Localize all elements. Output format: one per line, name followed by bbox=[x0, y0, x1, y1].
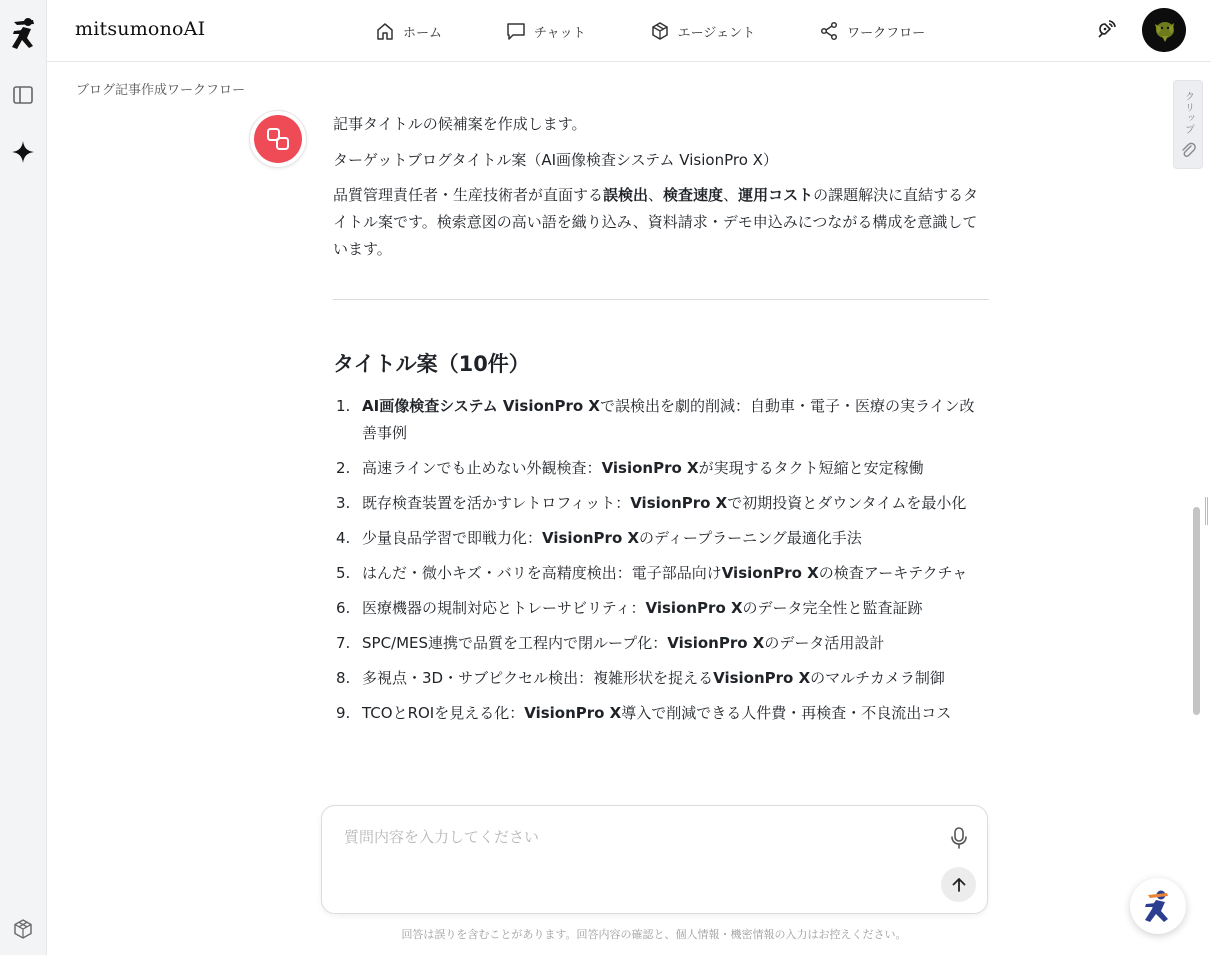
home-icon bbox=[375, 21, 395, 41]
title-text-pre: はんだ・微小キズ・バリを高精度検出：電子部品向け bbox=[362, 564, 722, 582]
title-number: 1. bbox=[336, 397, 351, 415]
title-number: 4. bbox=[336, 529, 351, 547]
title-number: 9. bbox=[336, 704, 351, 722]
title-text-pre: 多視点・3D・サブピクセル検出：複雑形状を捉える bbox=[362, 669, 714, 687]
broadcast-satellite-icon[interactable] bbox=[1093, 17, 1119, 43]
title-text-post: のデータ活用設計 bbox=[764, 634, 885, 652]
brand-name[interactable]: mitsumonoAI bbox=[75, 18, 206, 40]
message-intro: 記事タイトルの候補案を作成します。 bbox=[333, 115, 587, 133]
ninja-logo-icon[interactable] bbox=[7, 16, 39, 52]
send-button[interactable] bbox=[941, 867, 976, 902]
title-text-post: 導入で削減できる人件費・再検査・不良流出コス bbox=[621, 704, 952, 722]
title-text-bold: VisionPro X bbox=[721, 564, 819, 582]
clip-tab-label: クリップ bbox=[1182, 91, 1194, 135]
title-number: 8. bbox=[336, 669, 351, 687]
sparkle-icon[interactable] bbox=[10, 139, 36, 165]
nav-workflow[interactable] bbox=[819, 16, 925, 46]
cube-icon bbox=[650, 21, 670, 41]
title-item bbox=[333, 393, 989, 447]
title-number: 6. bbox=[336, 599, 351, 617]
nav-agent-label: エージェント bbox=[677, 25, 756, 41]
title-item bbox=[333, 560, 989, 587]
assistant-message bbox=[333, 110, 989, 796]
title-text-post: で誤検出を劇的削減：自動車・電子・医療の実ライン改善事例 bbox=[362, 397, 975, 442]
title-text-post: のデータ完全性と監査証跡 bbox=[742, 599, 923, 617]
title-text-post: が実現するタクト短縮と安定稼働 bbox=[698, 459, 924, 477]
title-item bbox=[333, 630, 989, 657]
question-input[interactable] bbox=[344, 826, 924, 886]
scrollbar-thumb[interactable] bbox=[1193, 507, 1200, 715]
microphone-icon[interactable] bbox=[948, 826, 970, 850]
title-text-pre: TCOとROIを見える化： bbox=[362, 704, 525, 722]
title-item bbox=[333, 595, 989, 622]
title-text-bold: VisionPro X bbox=[601, 459, 699, 477]
share-nodes-icon bbox=[819, 21, 839, 41]
nav-home[interactable] bbox=[375, 16, 442, 46]
nav-chat-label: チャット bbox=[534, 25, 586, 41]
title-text-bold: VisionPro X bbox=[542, 529, 640, 547]
title-item bbox=[333, 525, 989, 552]
title-text-bold: AI画像検査システム VisionPro X bbox=[362, 397, 600, 415]
titles-heading: タイトル案（10件） bbox=[333, 352, 530, 376]
nav-home-label: ホーム bbox=[403, 25, 443, 41]
title-text-post: のディープラーニング最適化手法 bbox=[639, 529, 862, 547]
disclaimer-text: 回答は誤りを含むことがあります。回答内容の確認と、個人情報・機密情報の入力はお控えください。 bbox=[401, 928, 907, 941]
nav-agent[interactable] bbox=[650, 16, 755, 46]
chat-input-box bbox=[321, 805, 988, 914]
title-text-pre: 少量良品学習で即戦力化： bbox=[362, 529, 543, 547]
title-text-bold: VisionPro X bbox=[630, 494, 728, 512]
title-text-pre: 高速ラインでも止めない外観検査： bbox=[362, 459, 602, 477]
title-number: 7. bbox=[336, 634, 351, 652]
arrow-up-icon bbox=[950, 876, 968, 894]
title-text-bold: VisionPro X bbox=[667, 634, 765, 652]
title-text-pre: 医療機器の規制対応とトレーサビリティ： bbox=[362, 599, 646, 617]
chat-icon bbox=[506, 21, 526, 41]
title-text-post: で初期投資とダウンタイムを最小化 bbox=[727, 494, 967, 512]
message-subtitle: ターゲットブログタイトル案（AI画像検査システム VisionPro X） bbox=[333, 151, 778, 169]
assistant-avatar bbox=[249, 110, 307, 168]
title-text-post: の検査アーキテクチャ bbox=[818, 564, 968, 582]
title-item bbox=[333, 490, 989, 517]
nav-chat[interactable] bbox=[506, 16, 586, 46]
title-item bbox=[333, 665, 989, 692]
sidebar-toggle-icon[interactable] bbox=[10, 82, 36, 108]
divider bbox=[333, 299, 989, 300]
user-avatar[interactable] bbox=[1142, 8, 1186, 52]
title-item bbox=[333, 455, 989, 482]
message-description: 品質管理責任者・生産技術者が直面する誤検出、検査速度、運用コストの課題解決に直結するタイトル案です。検索意図の高い語を織り込み、資料請求・デモ申込みにつながる構成を意識しています。 bbox=[333, 186, 979, 258]
assistant-logo-icon bbox=[254, 115, 302, 163]
titles-list bbox=[333, 393, 989, 727]
title-item bbox=[333, 700, 989, 727]
left-rail bbox=[0, 0, 47, 955]
ninja-mascot-icon bbox=[1139, 887, 1177, 925]
nav-workflow-label: ワークフロー bbox=[847, 25, 926, 41]
title-text-bold: VisionPro X bbox=[645, 599, 743, 617]
title-text-bold: VisionPro X bbox=[524, 704, 622, 722]
title-text-pre: SPC/MES連携で品質を工程内で閉ループ化： bbox=[362, 634, 668, 652]
title-number: 5. bbox=[336, 564, 351, 582]
title-text-pre: 既存検査装置を活かすレトロフィット： bbox=[362, 494, 631, 512]
title-number: 2. bbox=[336, 459, 351, 477]
main-nav bbox=[375, 16, 925, 46]
floating-assistant-button[interactable] bbox=[1130, 878, 1186, 934]
title-number: 3. bbox=[336, 494, 351, 512]
title-text-post: のマルチカメラ制御 bbox=[810, 669, 945, 687]
breadcrumb[interactable]: ブログ記事作成ワークフロー bbox=[76, 83, 246, 98]
title-text-bold: VisionPro X bbox=[713, 669, 811, 687]
top-header bbox=[47, 0, 1211, 62]
resize-handle[interactable] bbox=[1205, 497, 1208, 525]
